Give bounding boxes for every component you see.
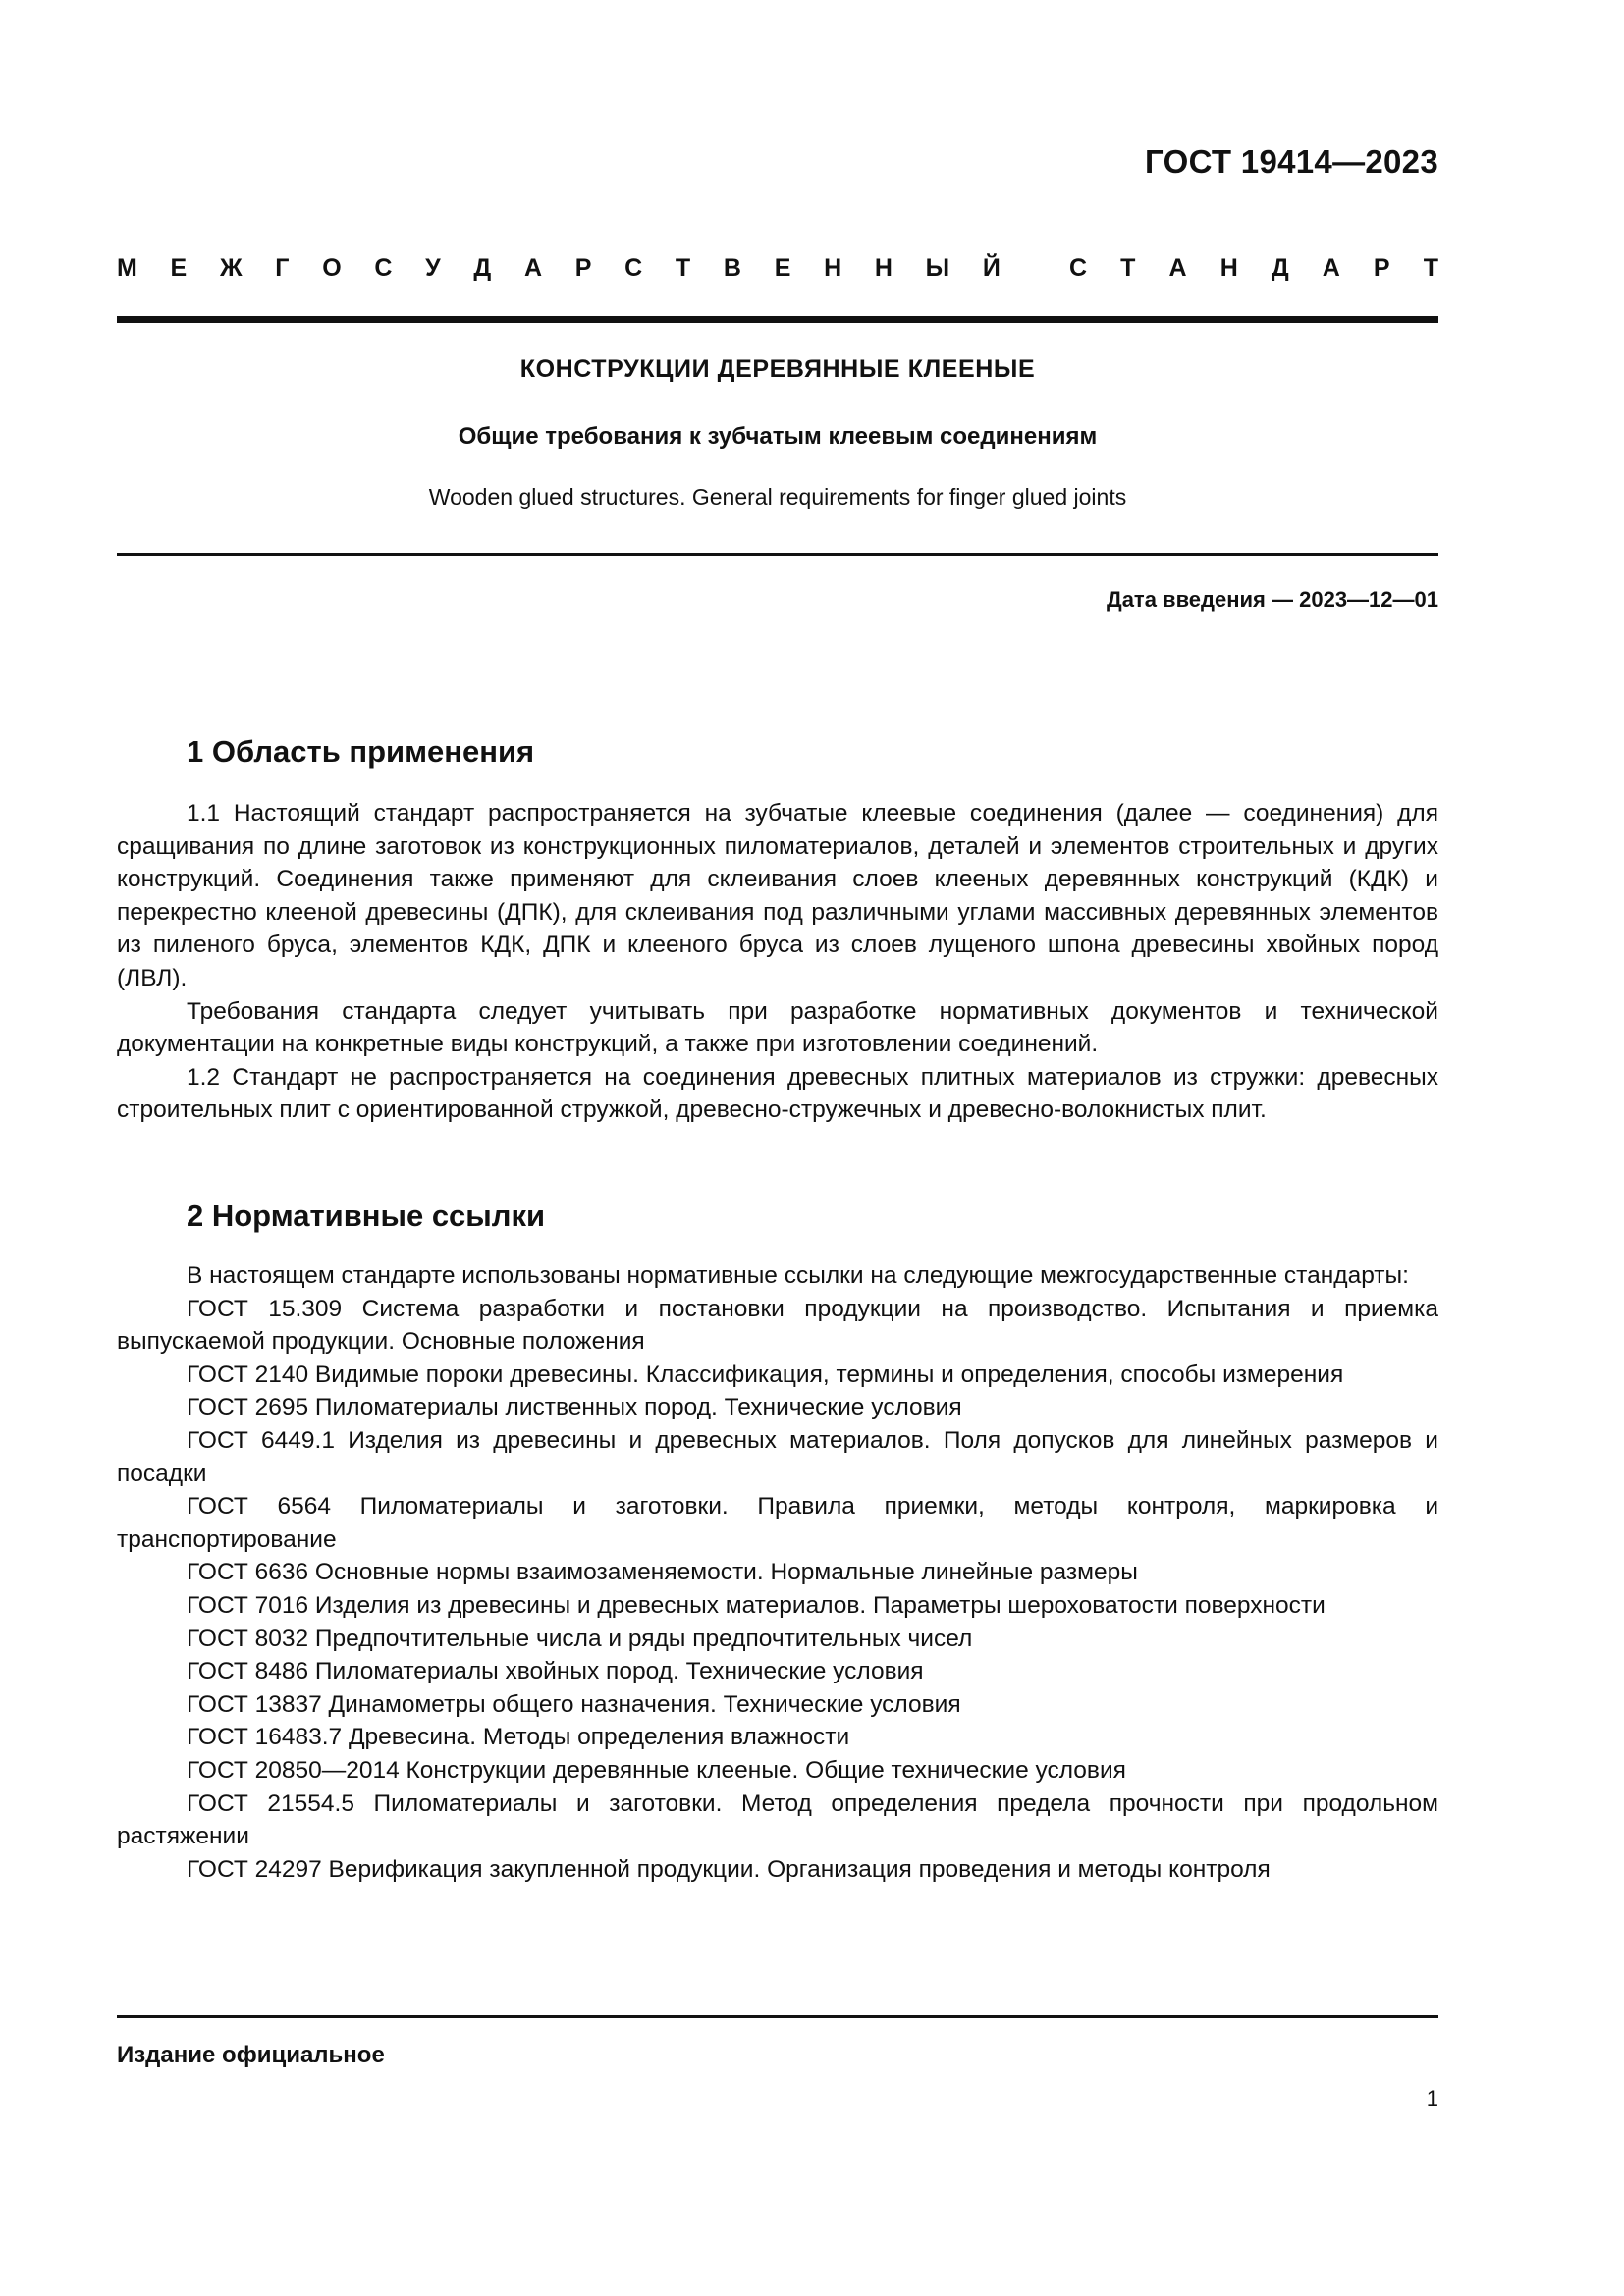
kind-letter: Н	[824, 253, 842, 282]
document-subtitle: Общие требования к зубчатым клеевым соединениям	[458, 423, 1098, 450]
reference-item: ГОСТ 2140 Видимые пороки древесины. Классификация, термины и определения, способы измерения	[187, 1361, 1344, 1388]
standard-kind-banner	[117, 251, 1438, 285]
kind-letter: Н	[874, 253, 893, 282]
paragraph: В настоящем стандарте использованы нормативные ссылки на следующие межгосударственные стандарты:	[187, 1262, 1409, 1289]
document-title: КОНСТРУКЦИИ ДЕРЕВЯННЫЕ КЛЕЕНЫЕ	[519, 355, 1036, 383]
kind-letter: Е	[774, 253, 791, 282]
header-divider-thick	[117, 316, 1438, 323]
document-title-english: Wooden glued structures. General requirements for finger glued joints	[428, 484, 1127, 509]
kind-letter: Г	[275, 253, 290, 282]
reference-item: ГОСТ 13837 Динамометры общего назначения. Технические условия	[187, 1690, 961, 1718]
reference-item: ГОСТ 6564 Пиломатериалы и заготовки. Правила приемки, методы контроля, маркировка и транспортирование	[117, 1493, 1438, 1553]
paragraph: 1.2 Стандарт не распространяется на соединения древесных плитных материалов из стружки: древесных строительных плит с ориентированной стружкой, древесно-стружечных и древесно-волокнистых плит.	[117, 1063, 1438, 1124]
kind-letter: Т	[675, 253, 691, 282]
page-number: 1	[1426, 2086, 1438, 2110]
kind-letter: Р	[574, 253, 592, 282]
section-body-normative-references	[117, 1259, 1438, 1886]
kind-letter: С	[1069, 253, 1088, 282]
kind-letter: Ж	[219, 253, 243, 282]
kind-letter: С	[624, 253, 643, 282]
kind-letter: А	[523, 253, 543, 282]
section-heading-normative-references: 2 Нормативные ссылки	[187, 1199, 546, 1233]
reference-item: ГОСТ 8032 Предпочтительные числа и ряды предпочтительных чисел	[187, 1625, 973, 1652]
kind-letter: Р	[1373, 253, 1390, 282]
kind-letter: А	[1168, 253, 1187, 282]
reference-item: ГОСТ 21554.5 Пиломатериалы и заготовки. Метод определения предела прочности при продольном растяжении	[117, 1789, 1438, 1850]
kind-letter: В	[723, 253, 741, 282]
kind-letter: Н	[1219, 253, 1238, 282]
kind-letter: Е	[170, 253, 188, 282]
kind-letter: Й	[982, 253, 1001, 282]
paragraph: 1.1 Настоящий стандарт распространяется на зубчатые клеевые соединения (далее — соединения) для сращивания по длине заготовок из конструкционных пиломатериалов, деталей и элементов строительных и других конструкций. Соединения также применяют для склеивания слоев клееных деревянных конструкций (КДК) и перекрестно клееной древесины (ДПК), для склеивания под различными углами массивных деревянных элементов из пиленого бруса, элементов КДК, ДПК и клееного бруса из слоев лущеного шпона древесины хвойных пород (ЛВЛ).	[117, 800, 1438, 991]
reference-item: ГОСТ 16483.7 Древесина. Методы определения влажности	[187, 1724, 850, 1751]
kind-letter: Д	[1271, 253, 1289, 282]
kind-word-standard	[1069, 254, 1438, 283]
reference-item: ГОСТ 6449.1 Изделия из древесины и древесных материалов. Поля допусков для линейных размеров и посадки	[117, 1426, 1438, 1487]
official-edition-label: Издание официальное	[117, 2042, 385, 2068]
kind-letter: Т	[1423, 253, 1438, 282]
introduction-date: Дата введения — 2023—12—01	[1107, 587, 1438, 612]
reference-item: ГОСТ 24297 Верификация закупленной продукции. Организация проведения и методы контроля	[187, 1855, 1271, 1883]
reference-item: ГОСТ 20850—2014 Конструкции деревянные клееные. Общие технические условия	[187, 1756, 1126, 1784]
kind-letter: А	[1322, 253, 1340, 282]
section-body-scope	[117, 797, 1438, 1127]
kind-word-interstate	[117, 254, 1001, 283]
section-heading-scope: 1 Область применения	[187, 734, 535, 769]
footer-divider	[117, 2015, 1438, 2018]
kind-letter: У	[425, 253, 441, 282]
reference-item: ГОСТ 8486 Пиломатериалы хвойных пород. Технические условия	[187, 1658, 924, 1685]
kind-letter: О	[322, 253, 342, 282]
reference-item: ГОСТ 2695 Пиломатериалы лиственных пород. Технические условия	[187, 1394, 962, 1421]
reference-item: ГОСТ 7016 Изделия из древесины и древесных материалов. Параметры шероховатости поверхности	[187, 1591, 1326, 1619]
kind-letter: Т	[1120, 253, 1136, 282]
reference-item: ГОСТ 15.309 Система разработки и постановки продукции на производство. Испытания и приемка выпускаемой продукции. Основные положения	[117, 1295, 1438, 1356]
reference-item: ГОСТ 6636 Основные нормы взаимозаменяемости. Нормальные линейные размеры	[187, 1559, 1138, 1586]
paragraph: Требования стандарта следует учитывать при разработке нормативных документов и технической документации на конкретные виды конструкций, а также при изготовлении соединений.	[117, 997, 1438, 1058]
kind-letter: С	[374, 253, 393, 282]
standard-number: ГОСТ 19414—2023	[1145, 143, 1438, 180]
title-divider	[117, 553, 1438, 556]
kind-letter: М	[117, 253, 137, 282]
kind-letter: Ы	[925, 253, 950, 282]
kind-letter: Д	[473, 253, 492, 282]
